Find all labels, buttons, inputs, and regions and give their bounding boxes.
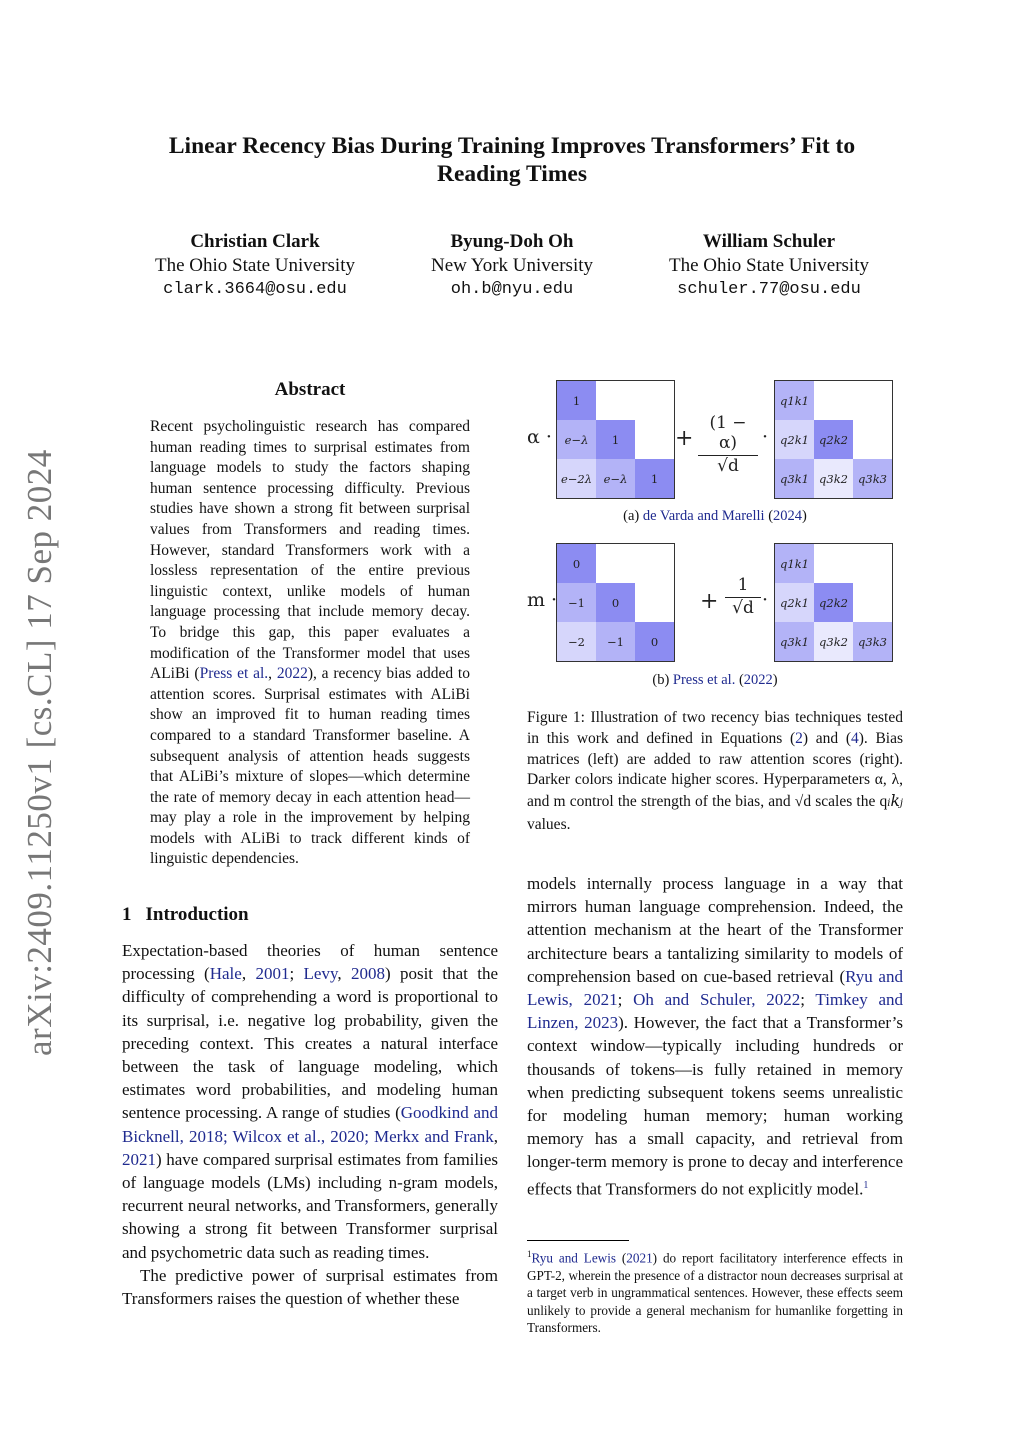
footnote-text: do report facilitatory interference effects in GPT-2, wherein the presence of a distractor noun decreases surprisal at a target verb in ungrammatical sentences. However, these effects seem unlikely to provide a general mechanism for humanlike forgetting in Transformers. (527, 1250, 903, 1336)
author-affiliation: The Ohio State University (155, 255, 355, 276)
matrix-cell: q2k1 (775, 583, 814, 622)
abstract-text: ), a recency bias added to attention scores. Surprisal estimates with ALiBi show an improved fit to human reading times compared to a standard Transformer baseline. A subsequent analysis of attention heads suggests that ALiBi’s mixture of slopes—which determine the rate of memory decay in each attention head—may play a role in the improvement by helping models with ALiBi to track different kinds of linguistic dependencies. (150, 665, 470, 868)
fraction-denominator: √d (725, 597, 761, 618)
footnote: $^1$Ryu and Lewis (2021) do report facilitatory interference effects in GPT-2, wherein the presence of a distractor noun decreases surprisal at a target verb in ungrammatical sentences. However, these effects seem unlikely to provide a general mechanism for humanlike forgetting in Transformers. (527, 1249, 903, 1336)
subcaption-label: (b) (652, 672, 673, 688)
citation-link[interactable]: Wilcox et al. (232, 1126, 321, 1146)
matrix-cell: q2k1 (775, 420, 814, 459)
matrix-cell: e−λ (596, 459, 635, 498)
title-line-2: Reading Times (437, 161, 587, 187)
subcaption-a: (a) de Varda and Marelli (2024) (623, 508, 807, 524)
coefficient-m: m · (527, 589, 558, 611)
caption-text: ). Bias matrices (left) are added to raw attention scores (right). Darker colors indicate higher scores. Hyperparameters α, λ, and m control the strength of the bias, and √d scales the q (527, 729, 904, 811)
matrix-cell: 1 (557, 381, 596, 420)
citation-year-link[interactable]: 2021 (583, 990, 618, 1010)
citation-link[interactable]: de Varda and Marelli (642, 508, 765, 524)
author-affiliation: New York University (430, 255, 594, 276)
author-name: Christian Clark (190, 231, 320, 252)
body-text: models internally process language in a way that mirrors human language comprehension. Indeed, the attention mechanism at the heart of the Transformer architecture bears a tantalizing similarity to models of comprehension based on cue-based retrieval ( (527, 874, 903, 986)
body-text: ). However, the fact that a Transformer’s context window—typically including hundreds or thousands of tokens—is fully retained in memory when predicting subsequent tokens seems unrealistic for modeling human memory; human working memory has a small capacity, and retrieval from longer-term memory is prone to decay and interference effects that Transformers do not explicitly model. (527, 1013, 904, 1199)
equation-link[interactable]: 4 (850, 729, 859, 747)
fraction-numerator: 1 (737, 575, 749, 595)
equation-link[interactable]: 2 (795, 729, 803, 747)
citation-year-link[interactable]: 2022 (766, 990, 801, 1010)
matrix-cell: −1 (557, 583, 596, 622)
citation-link[interactable]: Hale (209, 964, 242, 984)
score-matrix-a (774, 380, 893, 499)
citation-year-link[interactable]: 2022 (276, 665, 308, 683)
citation-link[interactable]: Oh and Schuler (633, 990, 752, 1010)
fraction-numerator: (1 − α) (709, 413, 747, 453)
citation-year-link[interactable]: 2021 (626, 1250, 653, 1266)
matrix-cell: q3k2 (814, 459, 853, 498)
citation-year-link[interactable]: 2024 (773, 508, 803, 524)
intro-paragraph-1: Expectation-based theories of human sentence processing (Hale, 2001; Levy, 2008) posit that the difficulty of comprehending a word is proportional to its surprisal, i.e. negative log probability, given the preceding context. This creates a natural interface between the task of language modeling, which estimates word probabilities, and modeling human sentence processing. A range of studies (Goodkind and Bicknell, 2018; Wilcox et al., 2020; Merkx and Frank, 2021) have compared surprisal estimates from families of language models (LMs) including n-gram models, recurrent neural networks, and Transformers, generally showing a strong fit between Transformer surprisal and psychometric data such as reading times. The predictive power of surprisal estimates from Transformers raises the question of whether these (122, 939, 498, 1310)
author-block-1 (115, 230, 395, 302)
section-number: 1 (122, 904, 132, 925)
fraction-b (725, 575, 761, 618)
matrix-cell: e−2λ (557, 459, 596, 498)
citation-year-link[interactable]: 2021 (122, 1149, 156, 1169)
citation-year-link[interactable]: 2001 (255, 964, 290, 984)
paper-title (110, 132, 914, 188)
body-text: ) posit that the difficulty of comprehending a word is proportional to its surprisal, i.e. negative log probability, given the preceding context. This creates a natural interface between the task of language modeling, which estimates word probabilities, and modeling human sentence processing. A range of studies ( (122, 964, 499, 1123)
matrix-cell: 1 (596, 420, 635, 459)
matrix-cell: q1k1 (775, 544, 814, 583)
bias-matrix-b (556, 543, 675, 662)
title-line-1: Linear Recency Bias During Training Improves Transformers’ Fit to (168, 133, 856, 159)
author-name: William Schuler (702, 231, 836, 252)
footnote-number: 1 (527, 1249, 532, 1259)
matrix-cell: q2k2 (814, 583, 853, 622)
author-email[interactable]: schuler.77@osu.edu (677, 280, 861, 299)
citation-year-link[interactable]: 2023 (584, 1013, 619, 1033)
subcaption-b: (b) Press et al. (2022) (652, 672, 778, 688)
bias-matrix-a (556, 380, 675, 499)
plus-sign: + (700, 589, 719, 614)
caption-text: ) and ( (802, 729, 851, 747)
plus-sign: + (675, 426, 694, 451)
coefficient-alpha: α · (527, 426, 552, 448)
intro-paragraph-2: The predictive power of surprisal estimates from Transformers raises the question of whether these (122, 1265, 498, 1309)
citation-link[interactable]: Ryu and Lewis (527, 966, 903, 1010)
citation-year-link[interactable]: 2020 (330, 1126, 365, 1146)
matrix-cell: 0 (635, 622, 674, 661)
author-block-3 (629, 230, 909, 302)
author-email[interactable]: oh.b@nyu.edu (450, 280, 574, 299)
citation-link[interactable]: Ryu and Lewis (531, 1250, 616, 1266)
body-text: ) have compared surprisal estimates from families of language models (LMs) including n-gram models, recurrent neural networks, and Transformers, generally showing a strong fit between Transformer surprisal and psychometric data such as reading times. (122, 1149, 498, 1262)
citation-link[interactable]: Merkx and Frank (374, 1126, 494, 1146)
matrix-cell: −1 (596, 622, 635, 661)
score-matrix-b (774, 543, 893, 662)
citation-year-link[interactable]: 2022 (743, 672, 773, 688)
citation-year-link[interactable]: 2008 (350, 964, 385, 984)
body-text: Expectation-based theories of human sentence processing ( (122, 941, 498, 984)
abstract-body: Recent psycholinguistic research has compared human reading times to surprisal estimates from language models to study the factors shaping human sentence processing difficulty. Previous studies have shown a strong fit between surprisal values from Transformers and reading times. However, standard Transformers work with a lossless representation of the entire previous linguistic context, unlike models of human language processing that include memory decay. To bridge this gap, this paper evaluates a modification of the Transformer model that uses ALiBi (Press et al., 2022), a recency bias added to attention scores. Surprisal estimates with ALiBi show an improved fit to human reading times compared to a standard Transformer baseline. A subsequent analysis of attention heads suggests that ALiBi’s mixture of slopes—which determine the rate of memory decay in each attention head—may play a role in the improvement by helping models with ALiBi to track different kinds of linguistic dependencies. (150, 418, 470, 868)
matrix-cell: 0 (596, 583, 635, 622)
matrix-cell: q3k3 (853, 459, 892, 498)
author-affiliation: The Ohio State University (669, 255, 869, 276)
author-email[interactable]: clark.3664@osu.edu (163, 280, 347, 299)
section-title: Introduction (145, 904, 249, 925)
author-name: Byung-Doh Oh (450, 231, 574, 252)
matrix-cell: 0 (557, 544, 596, 583)
intro-paragraph-right: models internally process language in a way that mirrors human language comprehension. Indeed, the attention mechanism at the heart of the Transformer architecture bears a tantalizing similarity to models of comprehension based on cue-based retrieval (Ryu and Lewis, 2021; Oh and Schuler, 2022; Timkey and Linzen, 2023). However, the fact that a Transformer’s context window—typically including hundreds or thousands of tokens—is fully retained in memory when predicting subsequent tokens seems unrealistic for modeling human memory; human working memory has a small capacity, and retrieval from longer-term memory is prone to decay and interference effects that Transformers do not explicitly model.$^1$ (527, 874, 904, 1199)
abstract-text: Recent psycholinguistic research has compared human reading times to surprisal estimates from language models to study the factors shaping human sentence processing difficulty. Previous studies have shown a strong fit between surprisal values from Transformers and reading times. However, standard Transformers work with a lossless representation of the entire previous linguistic context, unlike models of human language processing that include memory decay. To bridge this gap, this paper evaluates a modification of the Transformer model that uses ALiBi ( (150, 418, 470, 683)
matrix-cell: e−λ (557, 420, 596, 459)
citation-link[interactable]: Press et al. (672, 672, 736, 688)
citation-link[interactable]: Timkey and Linzen (527, 990, 904, 1033)
subcaption-label: (a) (623, 508, 643, 524)
matrix-cell: −2 (557, 622, 596, 661)
caption-text: Figure 1: Illustration of two recency bias techniques tested in this work and defined in Equations ( (527, 709, 903, 747)
citation-link[interactable]: Goodkind and Bicknell (122, 1103, 498, 1146)
matrix-cell: q3k1 (775, 622, 814, 661)
figure-1 (520, 375, 910, 695)
citation-link[interactable]: Press et al. (199, 665, 269, 683)
footnote-rule (527, 1240, 629, 1241)
matrix-cell: q3k1 (775, 459, 814, 498)
matrix-cell: q2k2 (814, 420, 853, 459)
matrix-cell: q3k3 (853, 622, 892, 661)
arxiv-stamp: arXiv:2409.11250v1 [cs.CL] 17 Sep 2024 (20, 449, 59, 1056)
fraction-denominator: √d (698, 455, 758, 476)
citation-link[interactable]: Levy (303, 964, 338, 984)
caption-text: values. (527, 815, 571, 833)
figure-caption: Figure 1: Illustration of two recency bias techniques tested in this work and defined in Equations (2) and (4). Bias matrices (left) are added to raw attention scores (right). Darker colors indicate higher scores. Hyperparameters α, λ, and m control the strength of the bias, and √d scales the qikj values. (527, 709, 904, 833)
fraction-a (698, 413, 758, 476)
dot-operator: · (762, 426, 769, 448)
matrix-cell: q3k2 (814, 622, 853, 661)
section-heading (122, 904, 249, 926)
abstract-heading: Abstract (274, 379, 346, 400)
citation-year-link[interactable]: 2018 (188, 1126, 223, 1146)
footnote-marker-link[interactable]: 1 (863, 1179, 869, 1191)
dot-operator: · (762, 589, 769, 611)
matrix-cell: 1 (635, 459, 674, 498)
matrix-cell: q1k1 (775, 381, 814, 420)
author-block-2 (372, 230, 652, 302)
